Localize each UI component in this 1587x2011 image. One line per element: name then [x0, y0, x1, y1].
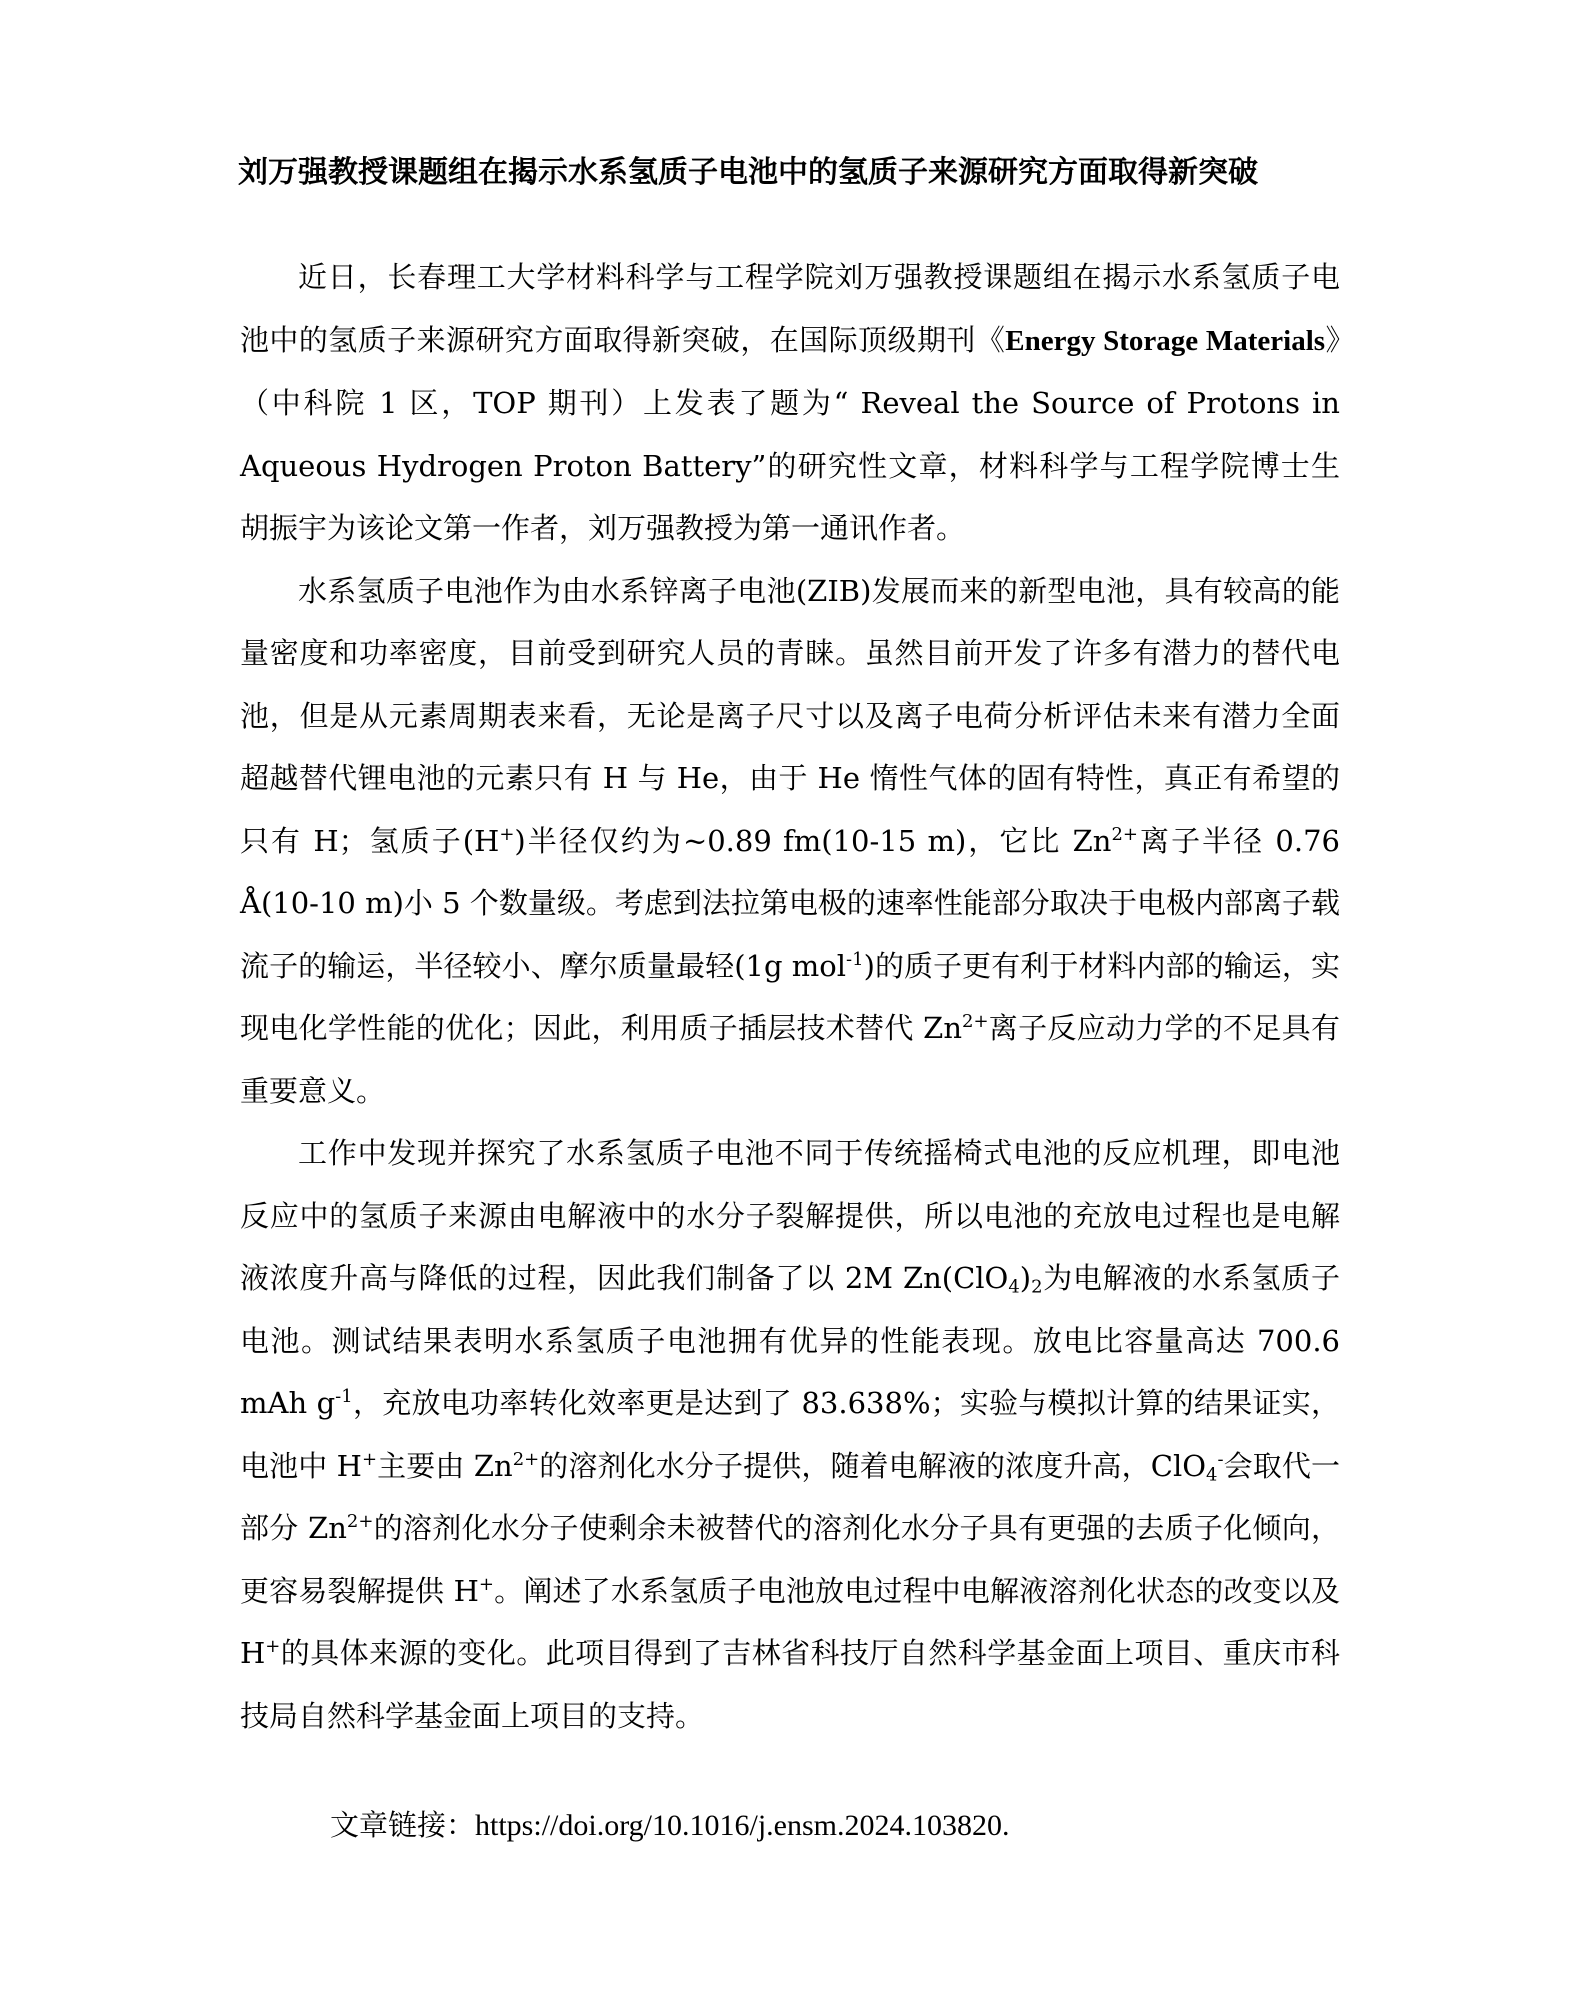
superscript: -1: [335, 1385, 353, 1407]
article-body: [240, 246, 1340, 1747]
text-run: )半径仅约为~0.89 fm(10-15 m)，它比 Zn: [514, 823, 1112, 858]
superscript: -: [1217, 1448, 1224, 1470]
subscript: 4: [1008, 1276, 1020, 1298]
text-run: 水系氢质子电池作为由水系锌离子电池(ZIB)发展而来的新型电池，具有较高的能量密度和功率密度，目前受到研究人员的青睐。虽然目前开发了许多有潜力的替代电池，但是从元素周期表来看，无论是离子尺寸以及离子电荷分析评估未来有潜力全面超越替代锂电池的元素只有 H 与 He，由于 He 惰性气体的固有特性，真正有希望的只有 H；氢质子(H: [240, 573, 1340, 858]
subscript: 2: [1031, 1276, 1043, 1298]
text-run: 离子半径 0.76 Å(10-10 m)小 5 个数量级。考虑到法拉第电极的速率性能部分取决于电极内部离子载流子的输运，半径较小、摩尔质量最轻(1g mol: [240, 823, 1340, 983]
text-run: )的质子更有利于材料内部的输运，实现电化学性能的优化；因此，利用质子插层技术替代 Zn: [240, 948, 1340, 1045]
text-run: ): [1019, 1261, 1032, 1295]
text-run: 为电解液的水系氢质子电池。测试结果表明水系氢质子电池拥有优异的性能表现。放电比容量高达 700.6 mAh g: [240, 1261, 1340, 1420]
superscript: +: [361, 1448, 378, 1470]
superscript: +: [499, 823, 515, 845]
journal-name: Energy Storage Materials: [1005, 324, 1326, 357]
text-run: 的溶剂化水分子使剩余未被替代的溶剂化水分子具有更强的去质子化倾向，更容易裂解提供 H: [240, 1511, 1340, 1608]
article-link-line: [330, 1800, 1230, 1851]
text-run: 会取代一部分 Zn: [240, 1448, 1340, 1545]
superscript: 2+: [512, 1448, 540, 1470]
superscript: +: [478, 1573, 494, 1595]
text-run: ，充放电功率转化效率更是达到了 83.638%；实验与模拟计算的结果证实，电池中 H: [240, 1386, 1340, 1483]
text-run: 离子反应动力学的不足具有重要意义。: [240, 1011, 1340, 1108]
text-run: 。阐述了水系氢质子电池放电过程中电解液溶剂化状态的改变以及 H: [240, 1573, 1340, 1670]
subscript: 4: [1206, 1463, 1218, 1485]
superscript: 2+: [962, 1010, 989, 1032]
paragraph-3: [240, 1122, 1340, 1747]
paragraph-1: [240, 246, 1340, 560]
text-run: 近日，长春理工大学材料科学与工程学院刘万强教授课题组在揭示水系氢质子电池中的氢质子来源研究方面取得新突破，在国际顶级期刊《: [240, 260, 1340, 357]
text-run: 的溶剂化水分子提供，随着电解液的浓度升高，ClO: [539, 1448, 1207, 1483]
superscript: +: [265, 1635, 281, 1657]
doi-link[interactable]: https://doi.org/10.1016/j.ensm.2024.103820.: [475, 1809, 1010, 1842]
document-title: 刘万强教授课题组在揭示水系氢质子电池中的氢质子来源研究方面取得新突破: [238, 155, 1258, 190]
paragraph-2: [240, 560, 1340, 1123]
text-run: 主要由 Zn: [377, 1448, 513, 1483]
superscript: 2+: [1111, 823, 1138, 845]
text-run: 》（中科院 1 区，TOP 期刊）上发表了题为“ Reveal the Source of Protons in Aqueous Hydrogen Proton Battery”的研究性文章，材料科学与工程学院博士生胡振宇为该论文第一作者，刘万强教授为第一通讯作者。: [240, 322, 1340, 545]
text-run: 工作中发现并探究了水系氢质子电池不同于传统摇椅式电池的反应机理，即电池反应中的氢质子来源由电解液中的水分子裂解提供，所以电池的充放电过程也是电解液浓度升高与降低的过程，因此我们制备了以 2M Zn(ClO: [240, 1136, 1340, 1295]
text-run: 的具体来源的变化。此项目得到了吉林省科技厅自然科学基金面上项目、重庆市科技局自然科学基金面上项目的支持。: [240, 1636, 1340, 1733]
superscript: -1: [846, 948, 864, 970]
superscript: 2+: [346, 1510, 374, 1532]
link-label: 文章链接：: [330, 1808, 476, 1842]
